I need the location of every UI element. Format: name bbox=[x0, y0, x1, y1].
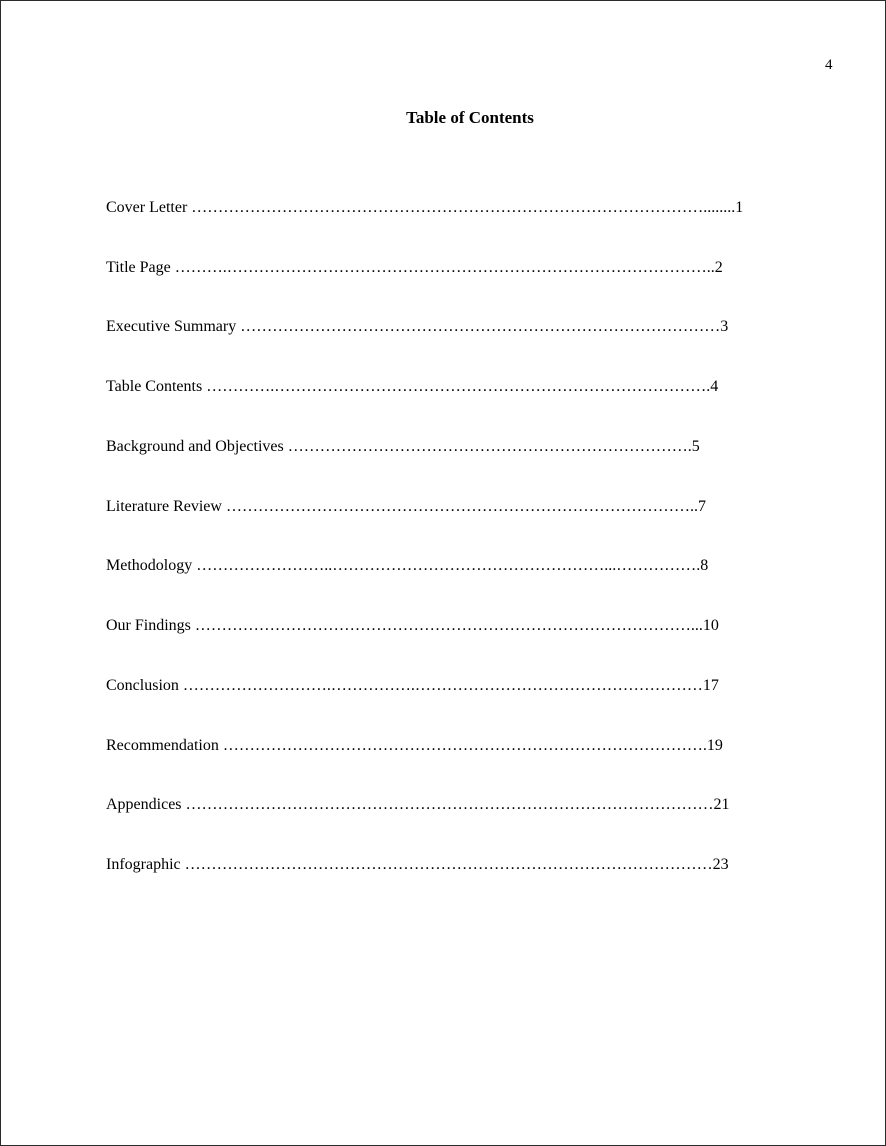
toc-entry-conclusion: Conclusion ……………………….…………….………………………………………………17 bbox=[106, 677, 719, 694]
toc-entry-executive-summary: Executive Summary ………………………………………………………………………………3 bbox=[106, 318, 729, 335]
toc-entry-appendices: Appendices ………………………………………………………………………………………21 bbox=[106, 796, 730, 813]
toc-entry-literature-review: Literature Review ……………………………………………………………………………..7 bbox=[106, 498, 706, 515]
toc-entry-title-page: Title Page ……….………………………………………………………………………………..2 bbox=[106, 259, 723, 276]
page-title: Table of Contents bbox=[406, 108, 534, 127]
toc-entry-recommendation: Recommendation ……………………………………………………………………………….19 bbox=[106, 737, 723, 754]
toc-entry-table-contents: Table Contents ………….……………………………………………………………………….4 bbox=[106, 378, 719, 395]
toc-entry-infographic: Infographic ………………………………………………………………………………………23 bbox=[106, 856, 729, 873]
toc-entry-background-objectives: Background and Objectives ………………………………………………………………….5 bbox=[106, 438, 700, 455]
toc-entry-our-findings: Our Findings …………………………………………………………………………………...10 bbox=[106, 617, 719, 634]
toc-entry-methodology: Methodology ……………………..……………………………………………...…………….8 bbox=[106, 557, 709, 574]
toc-entry-cover-letter: Cover Letter ……………………………………………………………………………………........1 bbox=[106, 199, 744, 216]
page-number: 4 bbox=[825, 57, 833, 73]
